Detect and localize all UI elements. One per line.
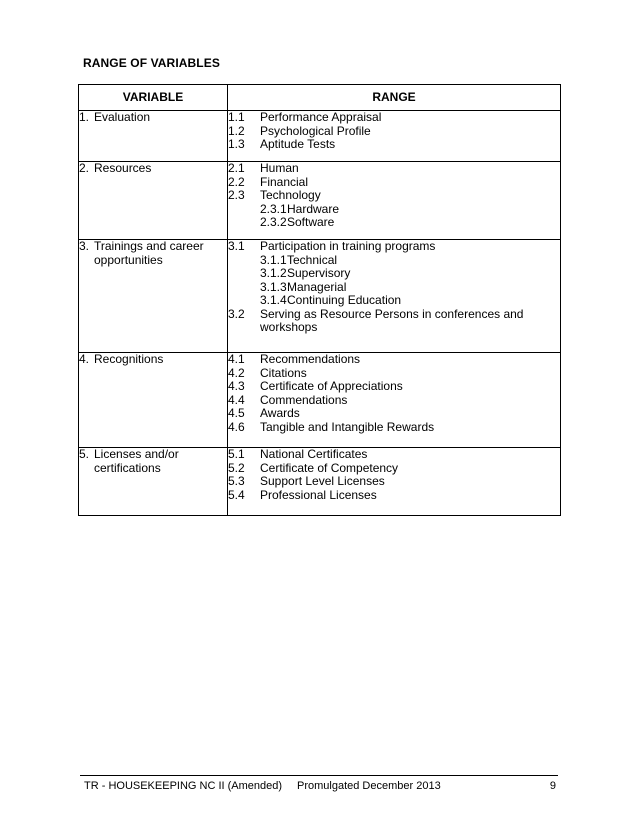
range-subitem: 2.3.1 Hardware — [260, 201, 340, 216]
page-title: RANGE OF VARIABLES — [83, 56, 220, 70]
variable-cell — [79, 162, 228, 240]
variable-column-header: VARIABLE — [79, 85, 228, 111]
range-subitem: 3.1.4 Continuing Education — [260, 293, 402, 307]
footer-divider — [80, 775, 558, 776]
variable-text: Resources — [94, 161, 152, 175]
table-header-row — [79, 85, 561, 111]
footer-promulgation-date: Promulgated December 2013 — [297, 780, 441, 792]
range-cell — [228, 448, 561, 516]
range-subitem: 3.1.3 Managerial — [260, 279, 347, 294]
range-item: 1.3 Aptitude Tests — [228, 137, 336, 151]
variable-cell — [79, 448, 228, 516]
footer-document-title: TR - HOUSEKEEPING NC II (Amended) — [84, 780, 283, 792]
variable-number: 2. — [79, 161, 90, 175]
range-item: 2.1 Human — [228, 161, 299, 175]
variable-number: 4. — [79, 352, 90, 366]
page-number: 9 — [549, 780, 556, 792]
range-item: 3.1 Participation in training programs — [228, 239, 436, 253]
range-item: 4.3 Certificate of Appreciations — [228, 379, 403, 393]
variable-number: 3. — [79, 239, 90, 253]
variable-text: Recognitions — [94, 352, 164, 366]
range-cell — [228, 353, 561, 448]
range-item: 4.4 Commendations — [228, 392, 348, 407]
variable-cell — [79, 240, 228, 353]
table-row — [79, 111, 561, 162]
range-item: 5.4 Professional Licenses — [228, 487, 377, 502]
range-cell — [228, 162, 561, 240]
range-item: 4.6 Tangible and Intangible Rewards — [228, 419, 435, 434]
table-row — [79, 448, 561, 516]
variable-text: Trainings and career opportunities — [94, 239, 204, 267]
variable-number: 5. — [79, 447, 90, 461]
range-item: 4.5 Awards — [228, 406, 300, 420]
variable-cell — [79, 353, 228, 448]
range-subitem: 2.3.2 Software — [260, 215, 335, 229]
range-item: 4.2 Citations — [228, 365, 307, 380]
range-cell — [228, 240, 561, 353]
table-row — [79, 162, 561, 240]
range-column-header: RANGE — [228, 85, 561, 111]
variable-text: Evaluation — [94, 110, 151, 124]
range-subitem: 3.1.2 Supervisory — [260, 266, 351, 280]
table-row — [79, 240, 561, 353]
range-item: 2.2 Financial — [228, 174, 309, 189]
variable-text: Licenses and/or certifications — [94, 447, 179, 475]
range-subitem: 3.1.1 Technical — [260, 252, 338, 267]
table-row — [79, 353, 561, 448]
range-item: 5.3 Support Level Licenses — [228, 474, 385, 488]
range-item: 1.2 Psychological Profile — [228, 123, 371, 138]
range-item: 5.1 National Certificates — [228, 447, 368, 461]
range-item: 3.2 Serving as Resource Persons in conferences and workshops — [228, 306, 524, 334]
range-item: 5.2 Certificate of Competency — [228, 460, 399, 475]
variable-number: 1. — [79, 110, 90, 124]
variable-cell — [79, 111, 228, 162]
range-item: 2.3 Technology — [228, 188, 321, 202]
range-item: 4.1 Recommendations — [228, 352, 361, 366]
range-item: 1.1 Performance Appraisal — [228, 110, 382, 124]
range-cell — [228, 111, 561, 162]
range-of-variables-table — [78, 84, 561, 516]
